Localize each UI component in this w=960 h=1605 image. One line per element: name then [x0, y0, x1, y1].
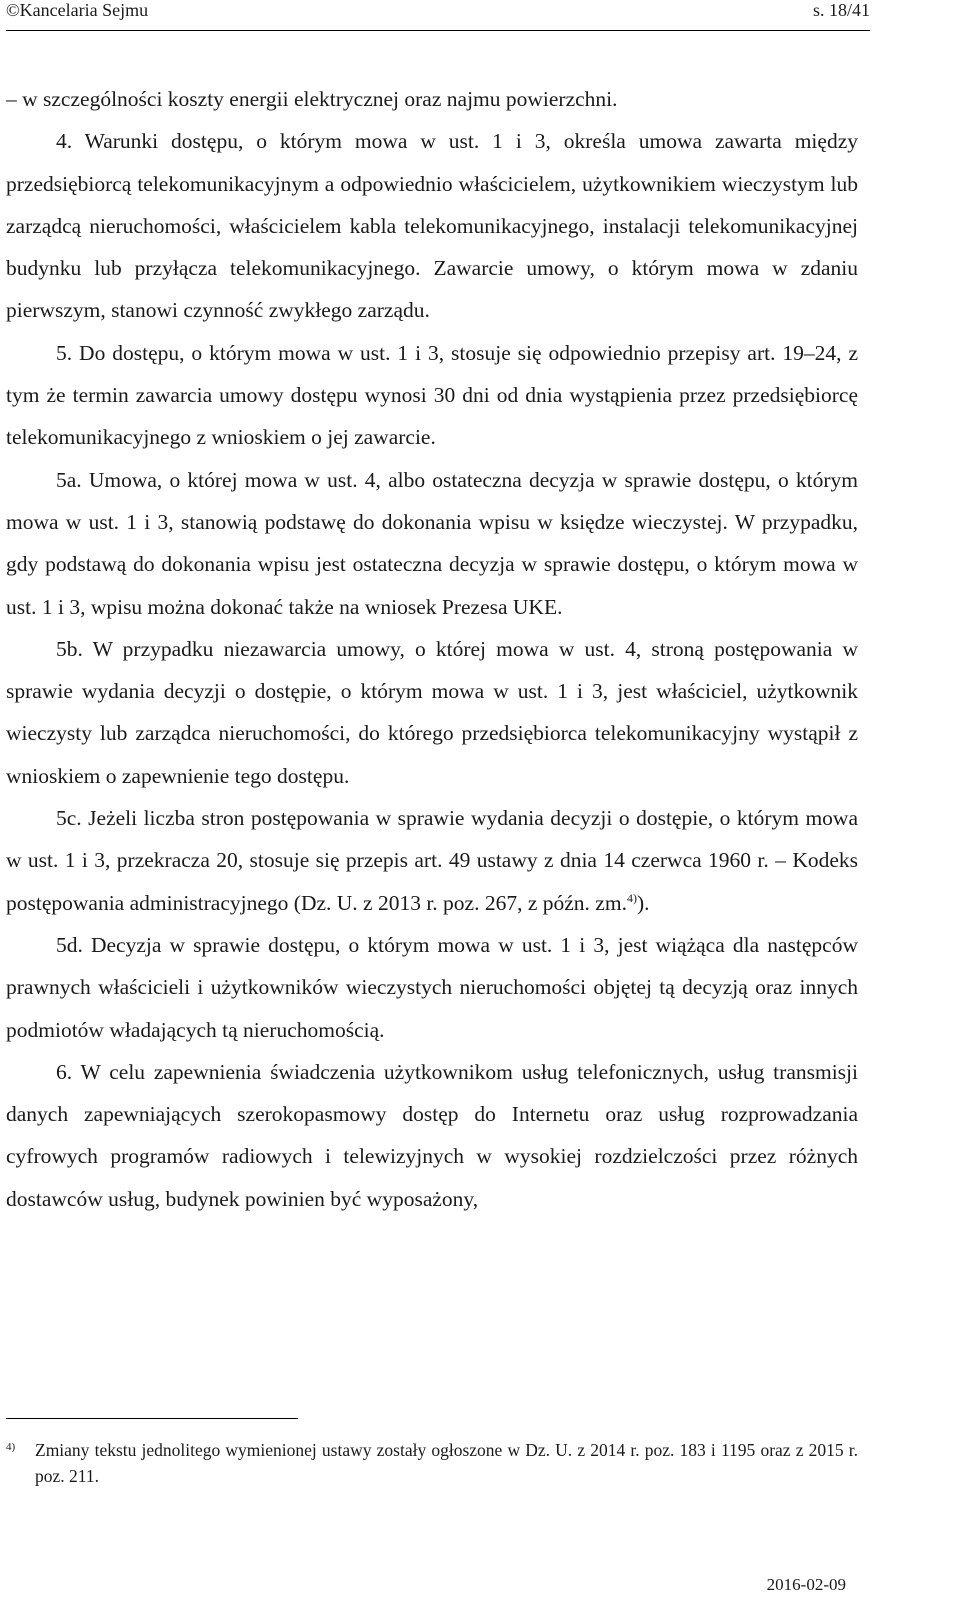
- footnote: [6, 1437, 858, 1489]
- footnote-mark: 4): [6, 1441, 16, 1453]
- document-body: [6, 78, 858, 1220]
- paragraph-continuation: – w szczególności koszty energii elektrycznej oraz najmu powierzchni.: [6, 87, 618, 111]
- paragraph-5c: [6, 797, 858, 924]
- paragraph-5a: 5a. Umowa, o której mowa w ust. 4, albo ostateczna decyzja w sprawie dostępu, o którym mowa w ust. 1 i 3, stanowią podstawę do dokonania wpisu w księdze wieczystej. W przypadku, gdy podstawą do dokonania wpisu jest ostateczna decyzja w sprawie dostępu, o którym mowa w ust. 1 i 3, wpisu można dokonać także na wniosek Prezesa UKE.: [6, 467, 858, 619]
- page-header: [6, 0, 870, 31]
- paragraph-4: 4. Warunki dostępu, o którym mowa w ust. 1 i 3, określa umowa zawarta między przedsiębiorcą telekomunikacyjnym a odpowiednio właścicielem, użytkownikiem wieczystym lub zarządcą nieruchomości, właścicielem kabla telekomunikacyjnego, instalacji telekomunikacyjnej budynku lub przyłącza telekomunikacyjnego. Zawarcie umowy, o którym mowa w zdaniu pierwszym, stanowi czynność zwykłego zarządu.: [6, 129, 858, 323]
- page-number: s. 18/41: [812, 0, 870, 20]
- paragraph-5d: 5d. Decyzja w sprawie dostępu, o którym mowa w ust. 1 i 3, jest wiążąca dla następców prawnych właścicieli i użytkowników wieczystych nieruchomości objętej tą decyzją oraz innych podmiotów władających tą nieruchomością.: [6, 932, 858, 1042]
- paragraph-5b: 5b. W przypadku niezawarcia umowy, o której mowa w ust. 4, stroną postępowania w sprawie wydania decyzji o dostępie, o którym mowa w ust. 1 i 3, jest właściciel, użytkownik wieczysty lub zarządca nieruchomości, do którego przedsiębiorca telekomunikacyjny wystąpił z wnioskiem o zapewnienie tego dostępu.: [6, 636, 858, 788]
- footnote-text: Zmiany tekstu jednolitego wymienionej ustawy zostały ogłoszone w Dz. U. z 2014 r. poz. 183 i 1195 oraz z 2015 r. poz. 211.: [35, 1440, 858, 1486]
- paragraph-6: 6. W celu zapewnienia świadczenia użytkownikom usług telefonicznych, usług transmisji danych zapewniających szerokopasmowy dostęp do Internetu oraz usług rozprowadzania cyfrowych programów radiowych i telewizyjnych w wysokiej rozdzielczości przez różnych dostawców usług, budynek powinien być wyposażony,: [6, 1059, 858, 1211]
- publisher-label: ©Kancelaria Sejmu: [6, 0, 149, 20]
- document-date: 2016-02-09: [766, 1575, 846, 1594]
- paragraph-5c-tail: ).: [636, 890, 650, 915]
- footnote-reference: 4): [626, 890, 637, 905]
- paragraph-5: 5. Do dostępu, o którym mowa w ust. 1 i 3, stosuje się odpowiednio przepisy art. 19–24, z tym że termin zawarcia umowy dostępu wynosi 30 dni od dnia wystąpienia przez przedsiębiorcę telekomunikacyjnego z wnioskiem o jej zawarcie.: [6, 340, 858, 450]
- paragraph-5c-text: 5c. Jeżeli liczba stron postępowania w sprawie wydania decyzji o dostępie, o którym mowa w ust. 1 i 3, przekracza 20, stosuje się przepis art. 49 ustawy z dnia 14 czerwca 1960 r. – Kodeks postępowania administracyjnego (Dz. U. z 2013 r. poz. 267, z późn. zm.: [6, 806, 858, 915]
- footnote-separator: [6, 1418, 298, 1419]
